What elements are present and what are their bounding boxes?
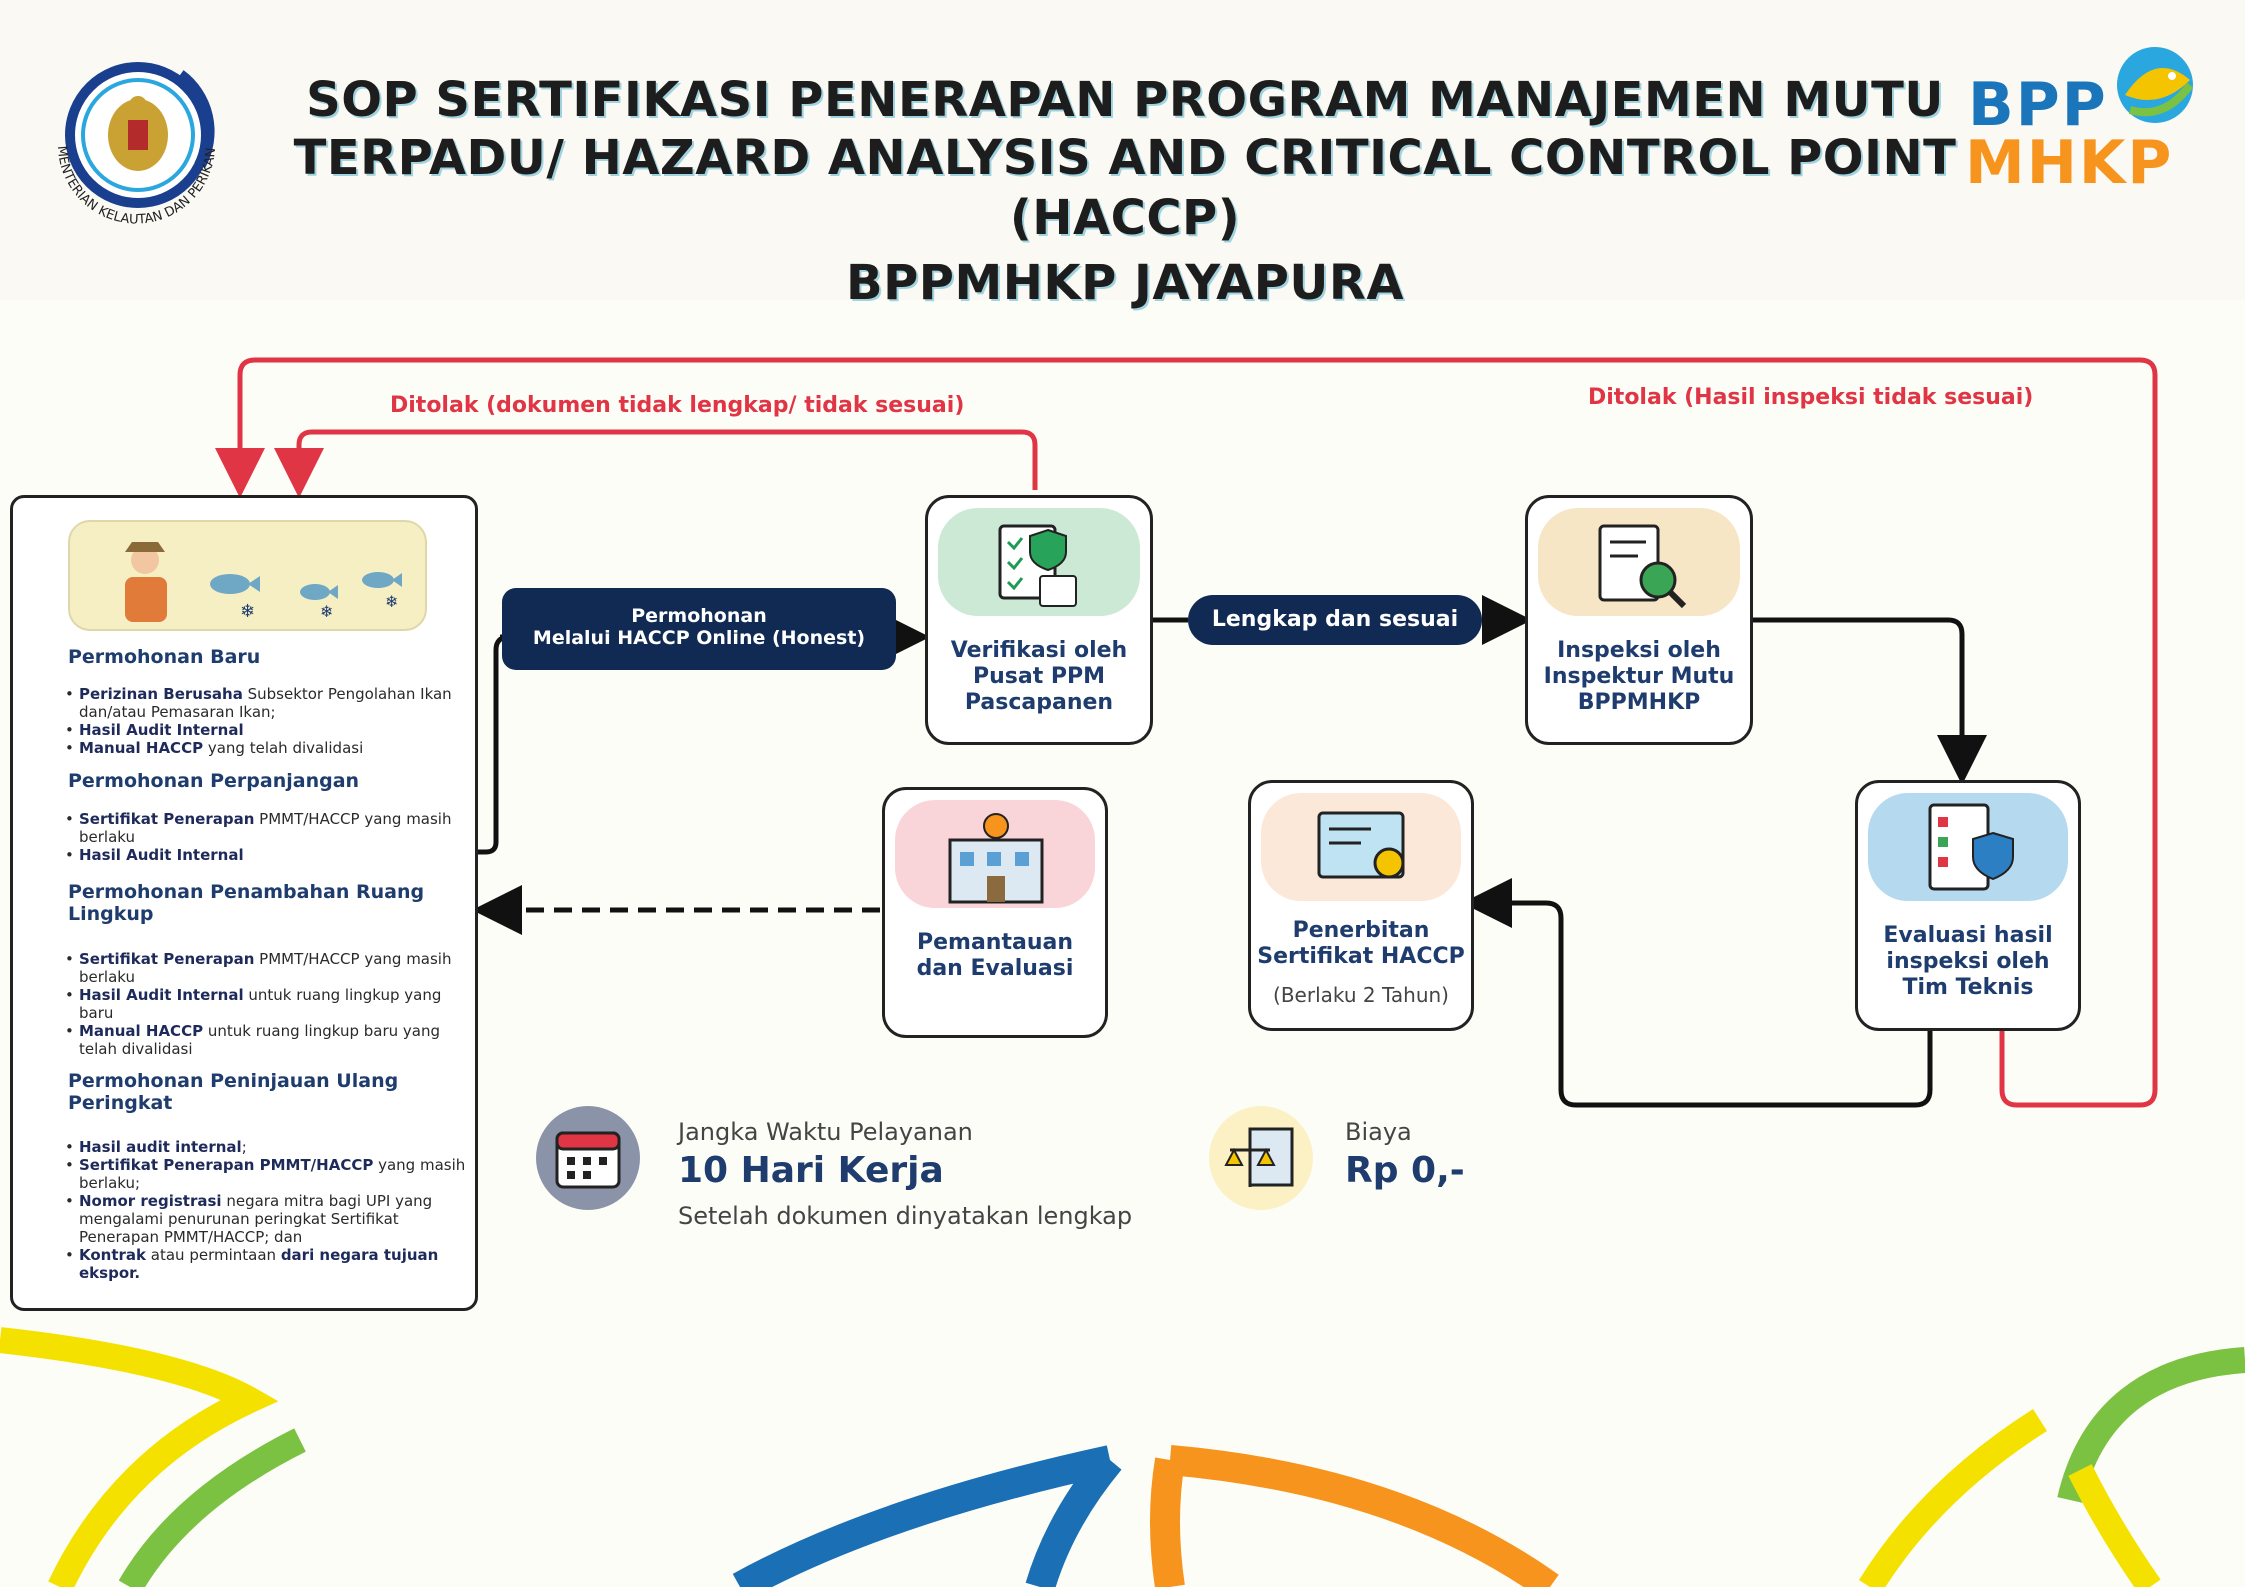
list-item: • Sertifikat Penerapan PMMT/HACCP yang masih berlaku <box>65 950 470 986</box>
req-list-scope <box>65 950 470 1058</box>
bpp-logo-line2: MHKP <box>1965 128 2174 198</box>
list-item: • Hasil audit internal; <box>65 1138 470 1156</box>
service-time-value: 10 Hari Kerja <box>678 1150 944 1191</box>
fee-label: Biaya <box>1345 1118 1412 1146</box>
monitoring-illustration <box>895 800 1095 908</box>
list-item: • Sertifikat Penerapan PMMT/HACCP yang masih berlaku <box>65 810 470 846</box>
applicant-illustration <box>68 520 427 631</box>
req-list-review <box>65 1138 470 1282</box>
svg-text:❄: ❄ <box>240 601 256 622</box>
verification-label: Verifikasi oleh Pusat PPM Pascapanen <box>950 638 1128 715</box>
evaluation-illustration <box>1868 793 2068 901</box>
page-title-line-4: BPPMHKP JAYAPURA <box>846 255 1404 311</box>
service-time-label: Jangka Waktu Pelayanan <box>678 1118 973 1146</box>
list-item: • Manual HACCP yang telah divalidasi <box>65 739 470 757</box>
office-building-icon <box>895 800 1095 908</box>
list-item: • Hasil Audit Internal untuk ruang lingkup yang baru <box>65 986 470 1022</box>
step-certificate <box>1248 780 1474 1031</box>
fisherman-with-fish-icon <box>70 522 425 629</box>
list-item: • Sertifikat Penerapan PMMT/HACCP yang masih berlaku; <box>65 1156 470 1192</box>
step-verification <box>925 495 1153 745</box>
submission-pill <box>502 588 896 670</box>
svg-text:❄: ❄ <box>320 602 334 621</box>
req-section-title-new: Permohonan Baru <box>68 646 261 668</box>
certificate-label: Penerbitan Sertifikat HACCP <box>1257 918 1465 969</box>
req-section-title-renewal: Permohonan Perpanjangan <box>68 770 360 792</box>
requirements-panel <box>10 495 478 1311</box>
monitoring-label: Pemantauan dan Evaluasi <box>916 930 1074 981</box>
list-item: • Kontrak atau permintaan dari negara tujuan ekspor. <box>65 1246 470 1282</box>
checklist-shield-icon <box>1868 793 2068 901</box>
evaluation-label: Evaluasi hasil inspeksi oleh Tim Teknis <box>1883 923 2053 1000</box>
page-title-line-2: TERPADU/ HAZARD ANALYSIS AND CRITICAL CONTROL POINT <box>293 130 1957 186</box>
reject-inspection-label: Ditolak (Hasil inspeksi tidak sesuai) <box>1588 385 2034 410</box>
document-magnifier-icon <box>1538 508 1740 616</box>
reject-docs-label: Ditolak (dokumen tidak lengkap/ tidak sesuai) <box>390 393 965 418</box>
checklist-shield-icon <box>938 508 1140 616</box>
step-inspection <box>1525 495 1753 745</box>
certificate-icon <box>1261 793 1461 901</box>
bpp-logo-line1: BPP <box>1968 70 2108 140</box>
verification-illustration <box>938 508 1140 616</box>
list-item: • Nomor registrasi negara mitra bagi UPI yang mengalami penurunan peringkat Sertifikat Penerapan PMMT/HACCP; dan <box>65 1192 470 1246</box>
fee-value: Rp 0,- <box>1345 1150 1465 1191</box>
calendar-icon <box>535 1105 641 1211</box>
req-section-title-scope: Permohonan Penambahan Ruang Lingkup <box>68 881 425 925</box>
submission-pill-line2: Melalui HACCP Online (Honest) <box>532 627 866 649</box>
list-item: • Hasil Audit Internal <box>65 721 470 739</box>
list-item: • Manual HACCP untuk ruang lingkup baru yang telah divalidasi <box>65 1022 470 1058</box>
fee-scale-icon <box>1208 1105 1314 1211</box>
decorative-swooshes <box>0 1300 2245 1587</box>
svg-text:❄: ❄ <box>385 592 399 611</box>
req-section-title-review: Permohonan Peninjauan Ulang Peringkat <box>68 1070 399 1114</box>
inspection-illustration <box>1538 508 1740 616</box>
list-item: • Hasil Audit Internal <box>65 846 470 864</box>
req-list-new <box>65 685 470 757</box>
certificate-validity-note: (Berlaku 2 Tahun) <box>1273 983 1449 1007</box>
inspection-label: Inspeksi oleh Inspektur Mutu BPPMHKP <box>1543 638 1735 715</box>
step-evaluation <box>1855 780 2081 1031</box>
page-title-line-1: SOP SERTIFIKASI PENERAPAN PROGRAM MANAJEMEN MUTU <box>306 72 1944 128</box>
list-item: • Perizinan Berusaha Subsektor Pengolahan Ikan dan/atau Pemasaran Ikan; <box>65 685 470 721</box>
step-monitoring <box>882 787 1108 1038</box>
submission-pill-line1: Permohonan <box>631 605 767 627</box>
complete-pill: Lengkap dan sesuai <box>1188 595 1482 645</box>
page-title-line-3: (HACCP) <box>1009 190 1241 246</box>
service-time-note: Setelah dokumen dinyatakan lengkap <box>678 1202 1133 1230</box>
req-list-renewal <box>65 810 470 864</box>
certificate-illustration <box>1261 793 1461 901</box>
kkp-logo-text: MENTERIAN KELAUTAN DAN PERIKAN <box>53 145 220 228</box>
